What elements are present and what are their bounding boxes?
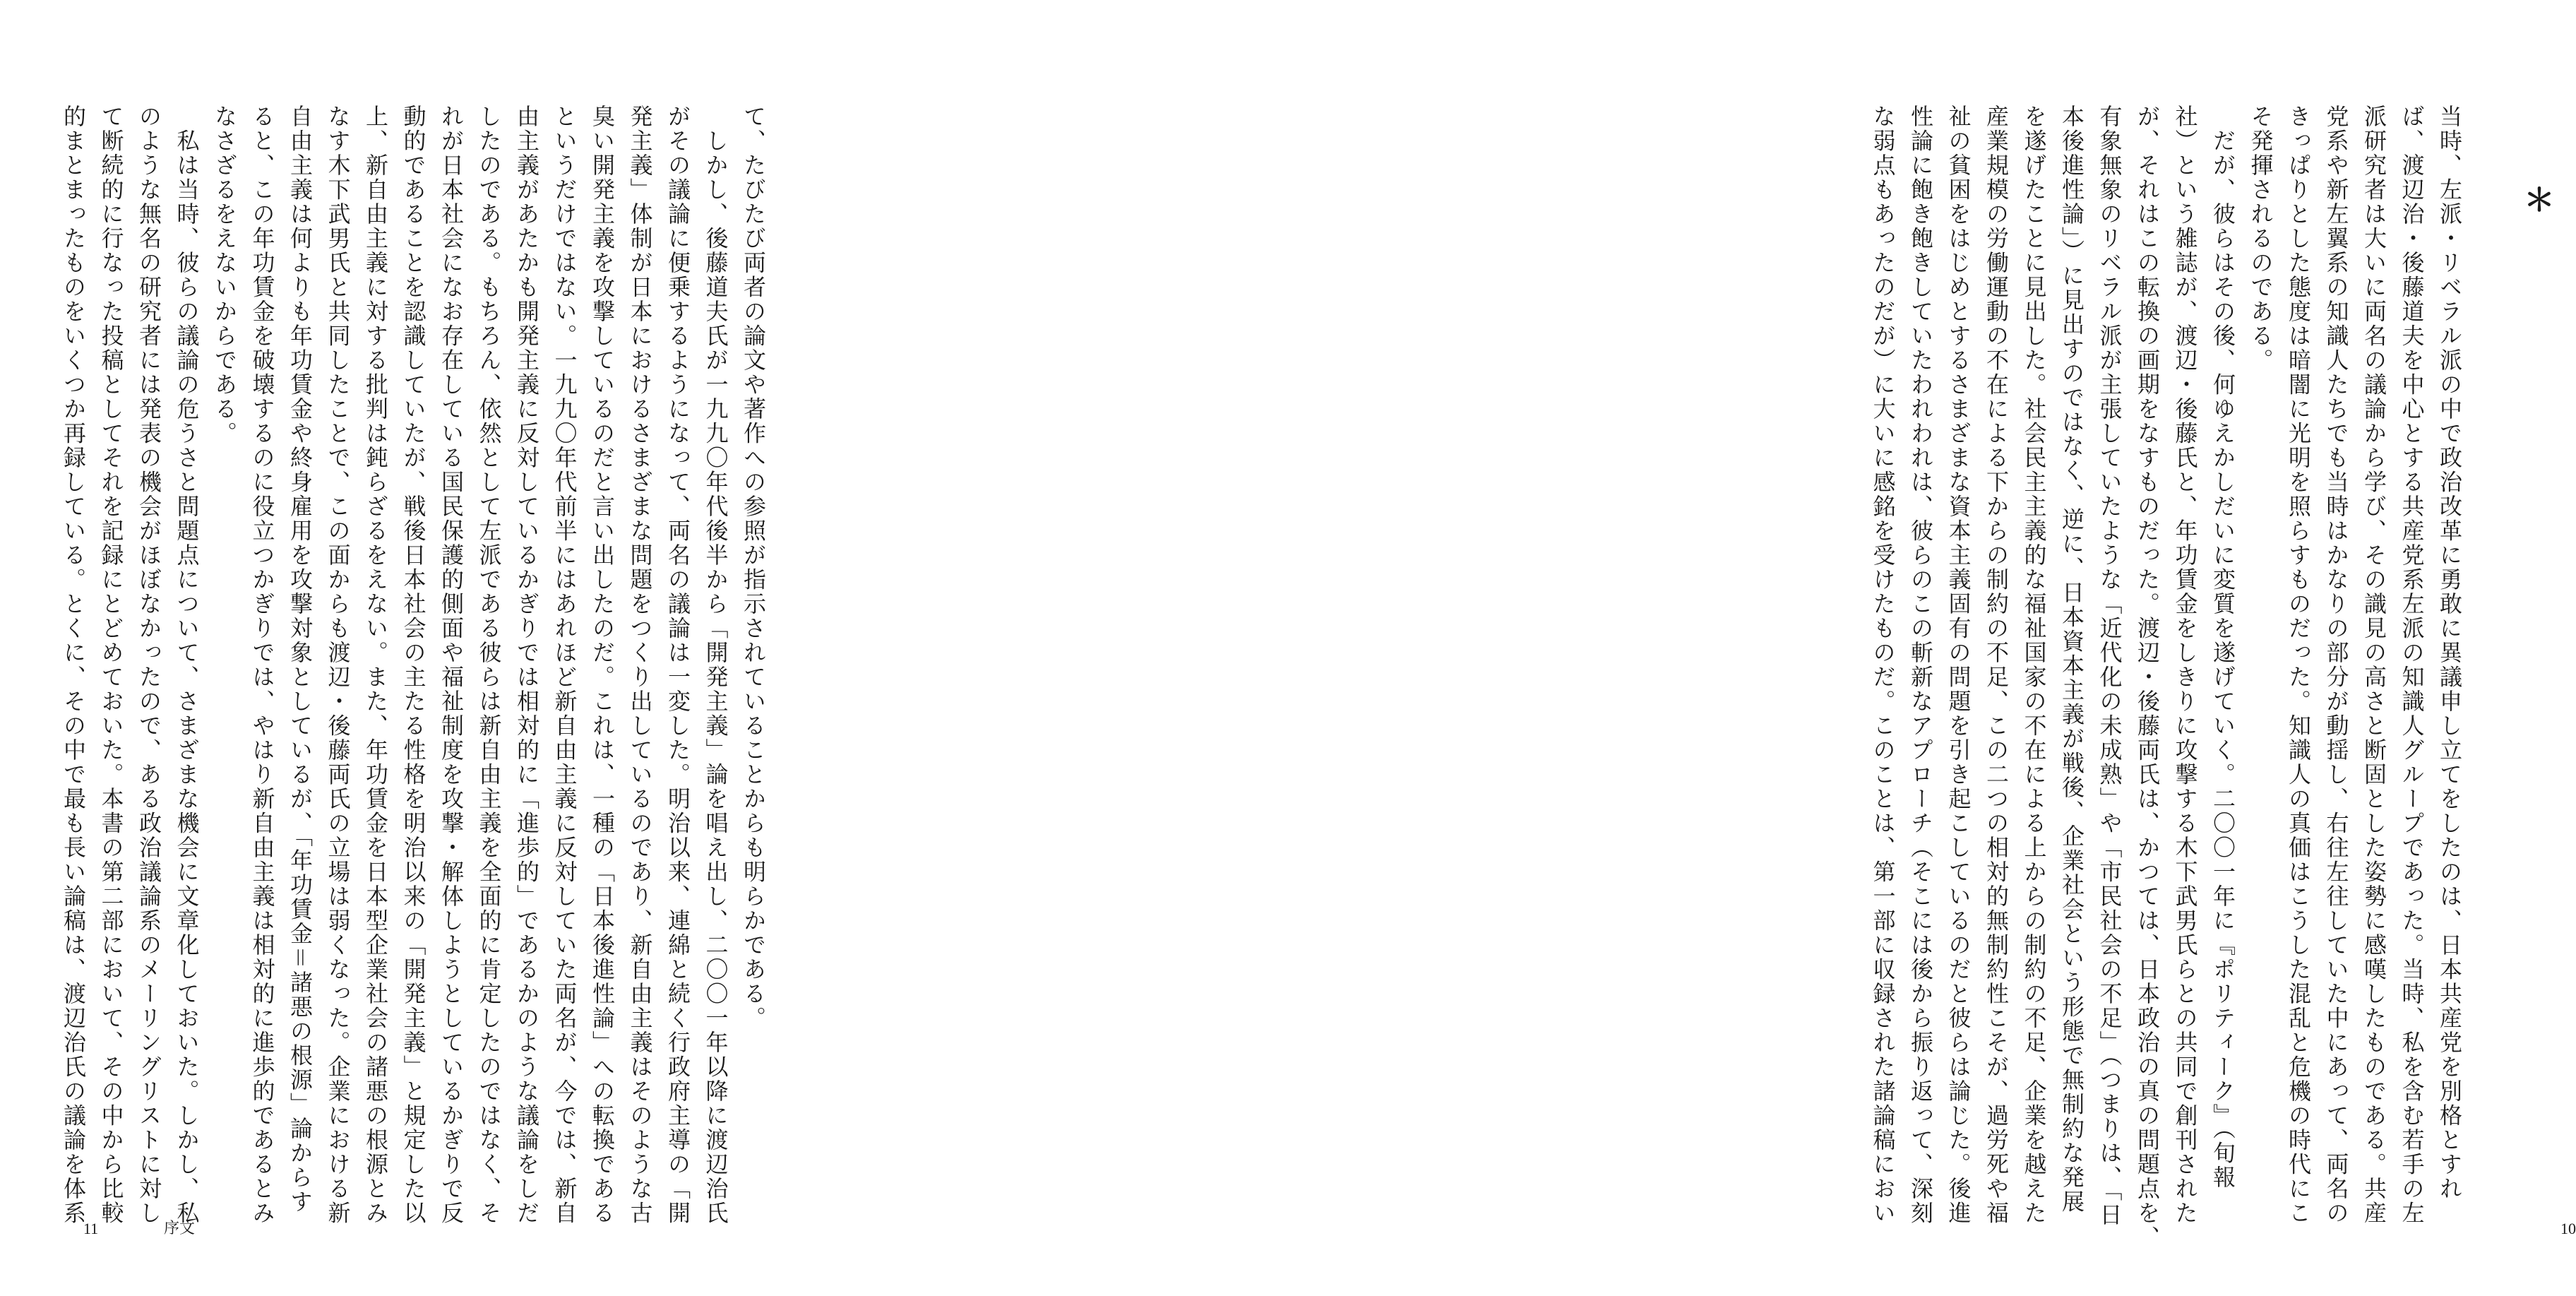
text-column: 祉の貧困をはじめとするさまざまな資本主義固有の問題を引き起こしているのだと彼らは論じた。後進 [1945,105,1972,1225]
text-column: ると、この年功賃金を破壊するのに役立つかぎりでは、やはり新自由主義は相対的に進歩的であるとみ [249,105,276,1225]
text-column: 動的であることを認識していたが、戦後日本社会の主たる性格を明治以来の「開発主義」と規定した以 [400,105,427,1225]
text-column: が、それはこの転換の画期をなすものだった。渡辺・後藤両氏は、かつては、日本政治の真の問題点を、 [2134,105,2161,1250]
text-column: 発主義」体制が日本におけるさまざまな問題をつくり出しているのであり、新自由主義はそのような古 [626,105,654,1225]
text-column: 社）という雑誌が、渡辺・後藤氏と、年功賃金をしきりに攻撃する木下武男氏らとの共同で創刊された [2171,105,2199,1225]
text-column: ば、渡辺治・後藤道夫を中心とする共産党系左派の知識人グループであった。当時、私を含む若手の左 [2398,105,2426,1225]
text-column: を遂げたことに見出した。社会民主主義的な福祉国家の不在による上からの制約の不足、企業を越えた [2020,105,2048,1225]
left-page-body [60,105,772,1225]
text-column: がその議論に便乗するようになって、両名の議論は一変した。明治以来、連綿と続く行政府主導の「開 [664,105,691,1225]
text-column: 私は当時、彼らの議論の危うさと問題点について、さまざまな機会に文章化しておいた。しかし、私 [173,105,201,1225]
text-column: 由主義があたかも開発主義に反対しているかぎりでは相対的に「進歩的」であるかのような議論をしだ [513,105,540,1225]
text-column: て、たびたび両者の論文や著作への参照が指示されていることからも明らかである。 [740,105,767,1030]
text-column: 自由主義は何よりも年功賃金や終身雇用を攻撃対象としているが、「年功賃金＝諸悪の根源」論からす [287,105,314,1214]
text-column: きっぱりとした態度は暗闇に光明を照らすものだった。知識人の真価はこうした混乱と危機の時代にこ [2285,105,2312,1225]
text-column: そ発揮されるのである。 [2247,105,2274,373]
text-column: のような無名の研究者には発表の機会がほぼなかったので、ある政治議論系のメーリングリストに対し [136,105,162,1225]
left-page [0,0,883,1296]
right-page [883,0,2576,1296]
text-column: しかし、後藤道夫氏が一九九〇年代後半から「開発主義」論を唱え出し、二〇〇一年以降に渡辺治氏 [702,105,729,1225]
text-column: なす木下武男氏と共同したことで、この面からも渡辺・後藤両氏の立場は弱くなった。企業における新 [324,105,352,1225]
section-break-asterisk: ＊ [2524,182,2555,218]
text-column: 臭い開発主義を攻撃しているのだと言い出したのだ。これは、一種の「日本後進性論」への転換である [589,105,616,1225]
text-column: な弱点もあったのだが）に大いに感銘を受けたものだ。このことは、第一部に収録された諸論稿におい [1869,105,1897,1225]
text-column: なさざるをえないからである。 [211,105,238,446]
text-column: 派研究者は大いに両名の議論から学び、その識見の高さと断固とした姿勢に感嘆したものである。共産 [2361,105,2387,1225]
text-column: 当時、左派・リベラル派の中で政治改革に勇敢に異議申し立てをしたのは、日本共産党を別格とすれ [2436,105,2463,1201]
text-column: て断続的に行なった投稿としてそれを記録にとどめておいた。本書の第二部において、その中から比較 [97,105,125,1225]
text-column: 有象無象のリベラル派が主張していたような「近代化の未成熟」や「市民社会の不足」（つまりは、「日 [2096,105,2123,1227]
text-column: 産業規模の労働運動の不在による下からの制約の不足、この二つの相対的無制約性こそが、過労死や福 [1983,105,2010,1225]
text-column: 性論に飽き飽きしていたわれわれは、彼らのこの斬新なアプローチ（そこには後から振り返って、深刻 [1907,105,1934,1225]
text-column: 的まとまったものをいくつか再録している。とくに、その中で最も長い論稿は、渡辺治氏の議論を体系 [60,105,87,1225]
left-page-number: 11 [83,1220,99,1237]
right-page-number: 10 [2560,1220,2576,1237]
text-column: というだけではない。一九九〇年代前半にはあれほど新自由主義に反対していた両名が、今では、新自 [551,105,578,1225]
text-column: 上、新自由主義に対する批判は鈍らざるをえない。また、年功賃金を日本型企業社会の諸悪の根源とみ [362,105,389,1225]
text-column: れが日本社会になお存在している国民保護的側面や福祉制度を攻撃・解体しようとしているかぎりで反 [438,105,465,1225]
running-title: 序文 [164,1220,196,1237]
text-column: だが、彼らはその後、何ゆえかしだいに変質を遂げていく。二〇〇一年に『ポリティーク』（旬報 [2210,105,2236,1190]
text-column: 本後進性論」）に見出すのではなく、逆に、日本資本主義が戦後、企業社会という形態で無制約な発展 [2058,105,2085,1214]
text-column: したのである。もちろん、依然として左派である彼らは新自由主義を全面的に肯定したのではなく、そ [475,105,503,1225]
right-page-body [1869,105,2468,1250]
text-column: 党系や新左翼系の知識人たちでも当時はかなりの部分が動揺し、右往左往していた中にあって、両名の [2322,105,2350,1225]
